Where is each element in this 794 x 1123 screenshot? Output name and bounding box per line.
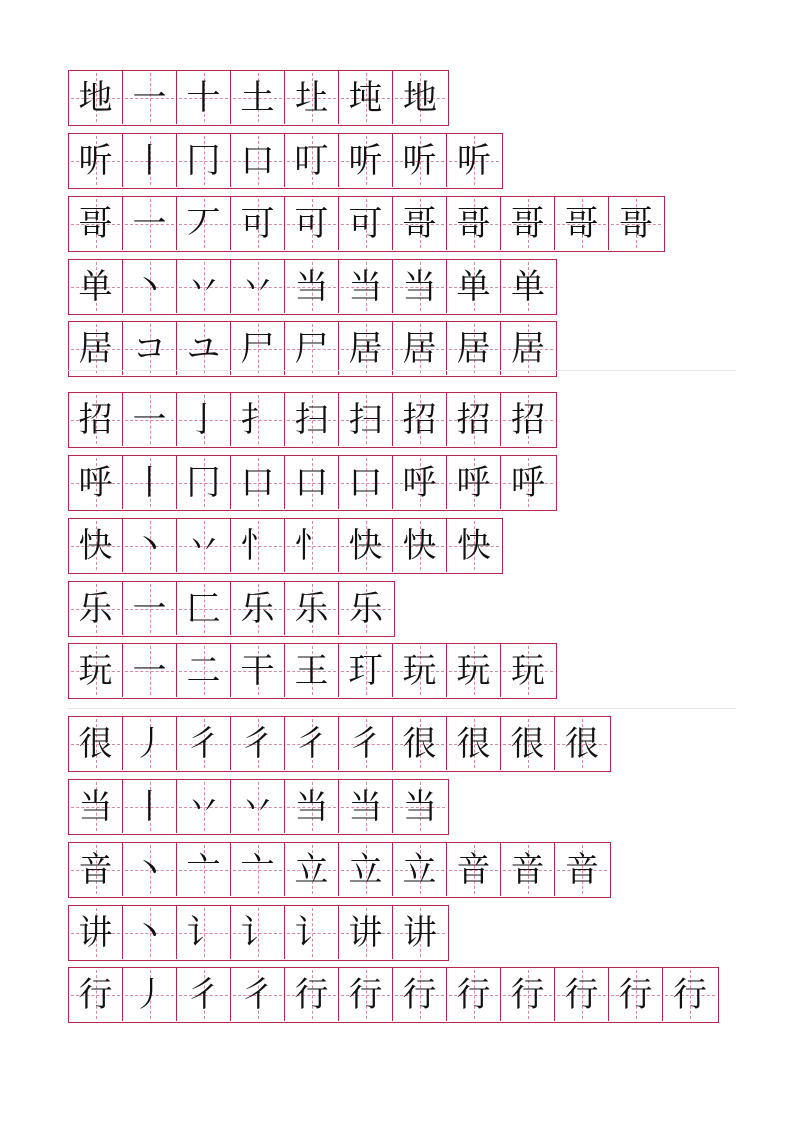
stroke-step-cell [339,197,393,250]
stroke-step-cell [501,644,555,697]
stroke-step-cell [609,968,663,1021]
stroke-step: 讠 [186,912,221,953]
stroke-step: 丷 [240,786,275,827]
head-character: 乐 [78,588,113,629]
stroke-row [68,905,449,961]
stroke-step: 地 [403,77,437,118]
stroke-step-cell [123,780,177,833]
stroke-step-cell [285,968,339,1021]
stroke-step-cell [231,71,285,124]
stroke-step-cell [177,197,231,250]
head-character: 居 [78,328,113,369]
stroke-step: 尸 [240,328,275,369]
head-character-cell [69,71,123,124]
stroke-step: 当 [294,786,329,827]
stroke-row [68,842,611,898]
stroke-step: 哥 [564,203,599,244]
stroke-step: 丨 [132,462,167,503]
stroke-step-cell [177,322,231,375]
stroke-step: 丿 [132,723,167,764]
stroke-step: 乐 [294,588,329,629]
stroke-step: 行 [618,974,653,1015]
stroke-step-cell [231,519,285,572]
head-character: 哥 [78,203,113,244]
stroke-step: 亠 [240,849,275,890]
stroke-step: 冂 [186,462,221,503]
stroke-step: 彳 [294,723,329,764]
stroke-step-cell [285,134,339,187]
stroke-step: 口 [240,462,275,503]
stroke-step-cell [393,780,447,833]
stroke-step: 亠 [186,849,221,890]
stroke-step-cell [177,456,231,509]
stroke-step: 玩 [511,650,545,691]
stroke-step-cell [123,519,177,572]
stroke-step-cell [609,197,663,250]
stroke-step: 呼 [402,462,437,503]
stroke-step-cell [231,906,285,959]
stroke-row [68,967,719,1023]
stroke-row [68,779,449,835]
stroke-step: 冂 [186,140,221,181]
stroke-step-cell [123,843,177,896]
stroke-row [68,392,557,448]
stroke-step: 立 [402,849,437,890]
stroke-step: 招 [456,399,491,440]
stroke-step-cell [231,780,285,833]
stroke-step-cell [393,644,447,697]
stroke-step-cell [339,322,393,375]
stroke-step: 丷 [186,525,221,566]
stroke-step: 丶 [132,849,167,890]
stroke-step: 扫 [294,399,329,440]
stroke-step-cell [555,843,609,896]
stroke-step: 行 [348,974,383,1015]
stroke-step: 丶 [132,912,167,953]
stroke-step-cell [339,780,393,833]
head-character: 单 [78,266,113,307]
stroke-step: 行 [402,974,437,1015]
stroke-step-cell [501,843,555,896]
character-group [68,70,736,380]
stroke-step: 可 [240,203,275,244]
stroke-step-cell [393,197,447,250]
stroke-step: 匚 [186,588,221,629]
stroke-step: 快 [348,525,383,566]
stroke-step-cell [123,717,177,770]
stroke-step-cell [123,134,177,187]
stroke-step-cell [285,717,339,770]
stroke-step: 玩 [456,650,491,691]
stroke-step: 一 [132,77,167,118]
stroke-step: 哥 [456,203,491,244]
stroke-step: 可 [294,203,329,244]
stroke-step-cell [285,197,339,250]
stroke-step-cell [231,644,285,697]
stroke-step: ユ [186,328,221,369]
stroke-step-cell [339,582,393,635]
stroke-step-cell [393,71,447,124]
stroke-step-cell [285,843,339,896]
head-character-cell [69,519,123,572]
head-character-cell [69,780,123,833]
character-group [68,716,736,1026]
stroke-step: 当 [348,266,383,307]
stroke-step: 丆 [186,203,221,244]
stroke-step: 哥 [510,203,545,244]
stroke-step: 很 [510,723,545,764]
stroke-step: 行 [294,974,329,1015]
stroke-step-cell [339,71,393,124]
stroke-step: 哥 [402,203,437,244]
stroke-step-cell [285,456,339,509]
stroke-step-cell [231,322,285,375]
stroke-step-cell [231,717,285,770]
stroke-step: 当 [402,266,437,307]
stroke-step-cell [501,968,555,1021]
stroke-step-cell [339,843,393,896]
stroke-step: 行 [673,974,707,1015]
stroke-step: 丷 [240,266,275,307]
stroke-step-cell [177,843,231,896]
stroke-step: 扌 [240,399,275,440]
stroke-step-cell [285,322,339,375]
stroke-step-cell [447,197,501,250]
stroke-step: 行 [456,974,491,1015]
stroke-step: 干 [240,650,275,691]
stroke-step-cell [123,322,177,375]
head-character: 招 [78,399,113,440]
head-character: 音 [78,849,113,890]
stroke-step-cell [285,780,339,833]
stroke-step: 扫 [348,399,383,440]
stroke-step: 快 [457,525,491,566]
stroke-step: 口 [294,462,329,503]
stroke-step-cell [339,260,393,313]
stroke-step-cell [123,644,177,697]
stroke-step-cell [177,582,231,635]
stroke-step-cell [339,456,393,509]
stroke-step-cell [231,197,285,250]
stroke-step-cell [285,71,339,124]
stroke-step: 哥 [619,203,653,244]
stroke-step-cell [447,260,501,313]
stroke-row [68,643,557,699]
stroke-step: 听 [402,140,437,181]
head-character: 呼 [78,462,113,503]
stroke-step-cell [339,644,393,697]
stroke-step-cell [177,717,231,770]
stroke-step: 王 [294,650,329,691]
head-character-cell [69,644,123,697]
stroke-step-cell [339,393,393,446]
stroke-step: 圵 [294,77,329,118]
head-character-cell [69,322,123,375]
head-character: 快 [78,525,113,566]
stroke-step-cell [177,780,231,833]
head-character-cell [69,582,123,635]
stroke-step-cell [393,456,447,509]
stroke-step: 呼 [456,462,491,503]
stroke-step: 一 [132,203,167,244]
stroke-step: 单 [456,266,491,307]
stroke-step: 当 [403,786,437,827]
head-character-cell [69,717,123,770]
stroke-step: 招 [402,399,437,440]
stroke-step: 当 [294,266,329,307]
head-character: 很 [78,723,113,764]
stroke-step: 忄 [294,525,329,566]
head-character-cell [69,134,123,187]
stroke-step: 很 [456,723,491,764]
stroke-step: 行 [510,974,545,1015]
stroke-step: 彳 [240,723,275,764]
stroke-step: 尸 [294,328,329,369]
stroke-step: 彳 [186,723,221,764]
stroke-step: 音 [456,849,491,890]
stroke-step-cell [231,456,285,509]
stroke-step-cell [285,644,339,697]
stroke-step: 当 [348,786,383,827]
stroke-step: 音 [510,849,545,890]
stroke-step: 乐 [349,588,383,629]
stroke-step-cell [123,71,177,124]
stroke-step-cell [177,71,231,124]
stroke-row [68,716,611,772]
stroke-step: コ [132,328,167,369]
stroke-step-cell [339,968,393,1021]
stroke-step-cell [285,393,339,446]
stroke-step-cell [393,393,447,446]
stroke-step-cell [231,968,285,1021]
stroke-step: 讠 [294,912,329,953]
stroke-step: 一 [132,650,167,691]
head-character: 地 [78,77,113,118]
stroke-step-cell [123,393,177,446]
stroke-step: 乐 [240,588,275,629]
stroke-step-cell [555,197,609,250]
stroke-step: 土 [240,77,275,118]
group-divider [68,370,736,371]
stroke-step-cell [447,519,501,572]
stroke-step-cell [447,393,501,446]
head-character-cell [69,197,123,250]
stroke-step-cell [177,968,231,1021]
stroke-step: 快 [402,525,437,566]
stroke-step-cell [339,134,393,187]
stroke-step-cell [447,322,501,375]
group-divider [68,708,736,709]
stroke-step-cell [123,260,177,313]
stroke-step-cell [501,197,555,250]
stroke-step-cell [501,456,555,509]
stroke-step: 立 [348,849,383,890]
stroke-step: 居 [511,328,545,369]
stroke-step-cell [123,456,177,509]
stroke-row [68,70,449,126]
stroke-step-cell [231,843,285,896]
stroke-step-cell [123,197,177,250]
stroke-step: 十 [186,77,221,118]
stroke-row [68,518,503,574]
stroke-step: 音 [565,849,599,890]
stroke-step-cell [231,393,285,446]
stroke-step: 丷 [186,266,221,307]
stroke-step-cell [393,134,447,187]
stroke-step-cell [393,843,447,896]
head-character-cell [69,843,123,896]
stroke-step-cell [393,260,447,313]
stroke-step: 忄 [240,525,275,566]
stroke-step: 丷 [186,786,221,827]
stroke-step: 一 [132,588,167,629]
stroke-step-cell [447,456,501,509]
head-character-cell [69,968,123,1021]
stroke-step: 呼 [511,462,545,503]
stroke-step-cell [555,717,609,770]
stroke-step: 讠 [240,912,275,953]
stroke-step-cell [123,968,177,1021]
stroke-step-cell [177,260,231,313]
head-character: 行 [78,974,113,1015]
stroke-step: 彳 [348,723,383,764]
stroke-step: 一 [132,399,167,440]
stroke-step: 立 [294,849,329,890]
head-character-cell [69,456,123,509]
stroke-step: 居 [456,328,491,369]
stroke-step: 讲 [403,912,437,953]
stroke-step: 玩 [402,650,437,691]
stroke-step-cell [285,260,339,313]
stroke-step-cell [339,519,393,572]
stroke-step-cell [177,134,231,187]
stroke-step-cell [447,134,501,187]
head-character: 讲 [78,912,113,953]
stroke-step-cell [393,906,447,959]
stroke-step: 听 [348,140,383,181]
stroke-step-cell [177,393,231,446]
stroke-step: 可 [348,203,383,244]
head-character-cell [69,906,123,959]
stroke-step-cell [177,644,231,697]
stroke-step-cell [663,968,717,1021]
stroke-row [68,321,557,377]
stroke-step: 丿 [132,974,167,1015]
stroke-step: 居 [402,328,437,369]
head-character: 听 [78,140,113,181]
stroke-step-cell [447,968,501,1021]
stroke-step: 听 [457,140,491,181]
stroke-step-cell [393,968,447,1021]
stroke-step-cell [339,906,393,959]
stroke-row [68,581,395,637]
stroke-step: 居 [348,328,383,369]
stroke-row [68,259,557,315]
stroke-step-cell [285,906,339,959]
stroke-step: 丨 [132,786,167,827]
stroke-step-cell [177,906,231,959]
stroke-step: 口 [348,462,383,503]
stroke-step-cell [231,134,285,187]
stroke-step: 口 [240,140,275,181]
stroke-step: 单 [511,266,545,307]
stroke-step: 二 [186,650,221,691]
stroke-step-cell [447,644,501,697]
stroke-step-cell [285,519,339,572]
stroke-step-cell [393,717,447,770]
stroke-step-cell [501,717,555,770]
head-character: 玩 [78,650,113,691]
stroke-row [68,455,557,511]
stroke-step-cell [123,906,177,959]
stroke-step: 玎 [348,650,383,691]
stroke-step-cell [447,843,501,896]
stroke-row [68,196,665,252]
stroke-step-cell [447,717,501,770]
head-character: 当 [78,786,113,827]
stroke-step: 很 [402,723,437,764]
stroke-step-cell [393,519,447,572]
stroke-step: 彳 [186,974,221,1015]
stroke-step: 彳 [240,974,275,1015]
stroke-step: 招 [511,399,545,440]
stroke-step-cell [501,322,555,375]
stroke-row [68,133,503,189]
head-character-cell [69,260,123,313]
stroke-step: 丶 [132,266,167,307]
stroke-step: 丨 [132,140,167,181]
stroke-step-cell [501,393,555,446]
stroke-step: 讲 [348,912,383,953]
stroke-step-cell [339,717,393,770]
head-character-cell [69,393,123,446]
stroke-step: 坉 [348,77,383,118]
stroke-step-cell [231,260,285,313]
stroke-step: 行 [564,974,599,1015]
stroke-step-cell [393,322,447,375]
stroke-step: 叮 [294,140,329,181]
stroke-step: 丶 [132,525,167,566]
stroke-step-cell [231,582,285,635]
stroke-step: 很 [565,723,599,764]
stroke-step-cell [177,519,231,572]
character-group [68,392,736,702]
stroke-step-cell [285,582,339,635]
stroke-step: 亅 [186,399,221,440]
stroke-step-cell [123,582,177,635]
stroke-step-cell [555,968,609,1021]
stroke-step-cell [501,260,555,313]
